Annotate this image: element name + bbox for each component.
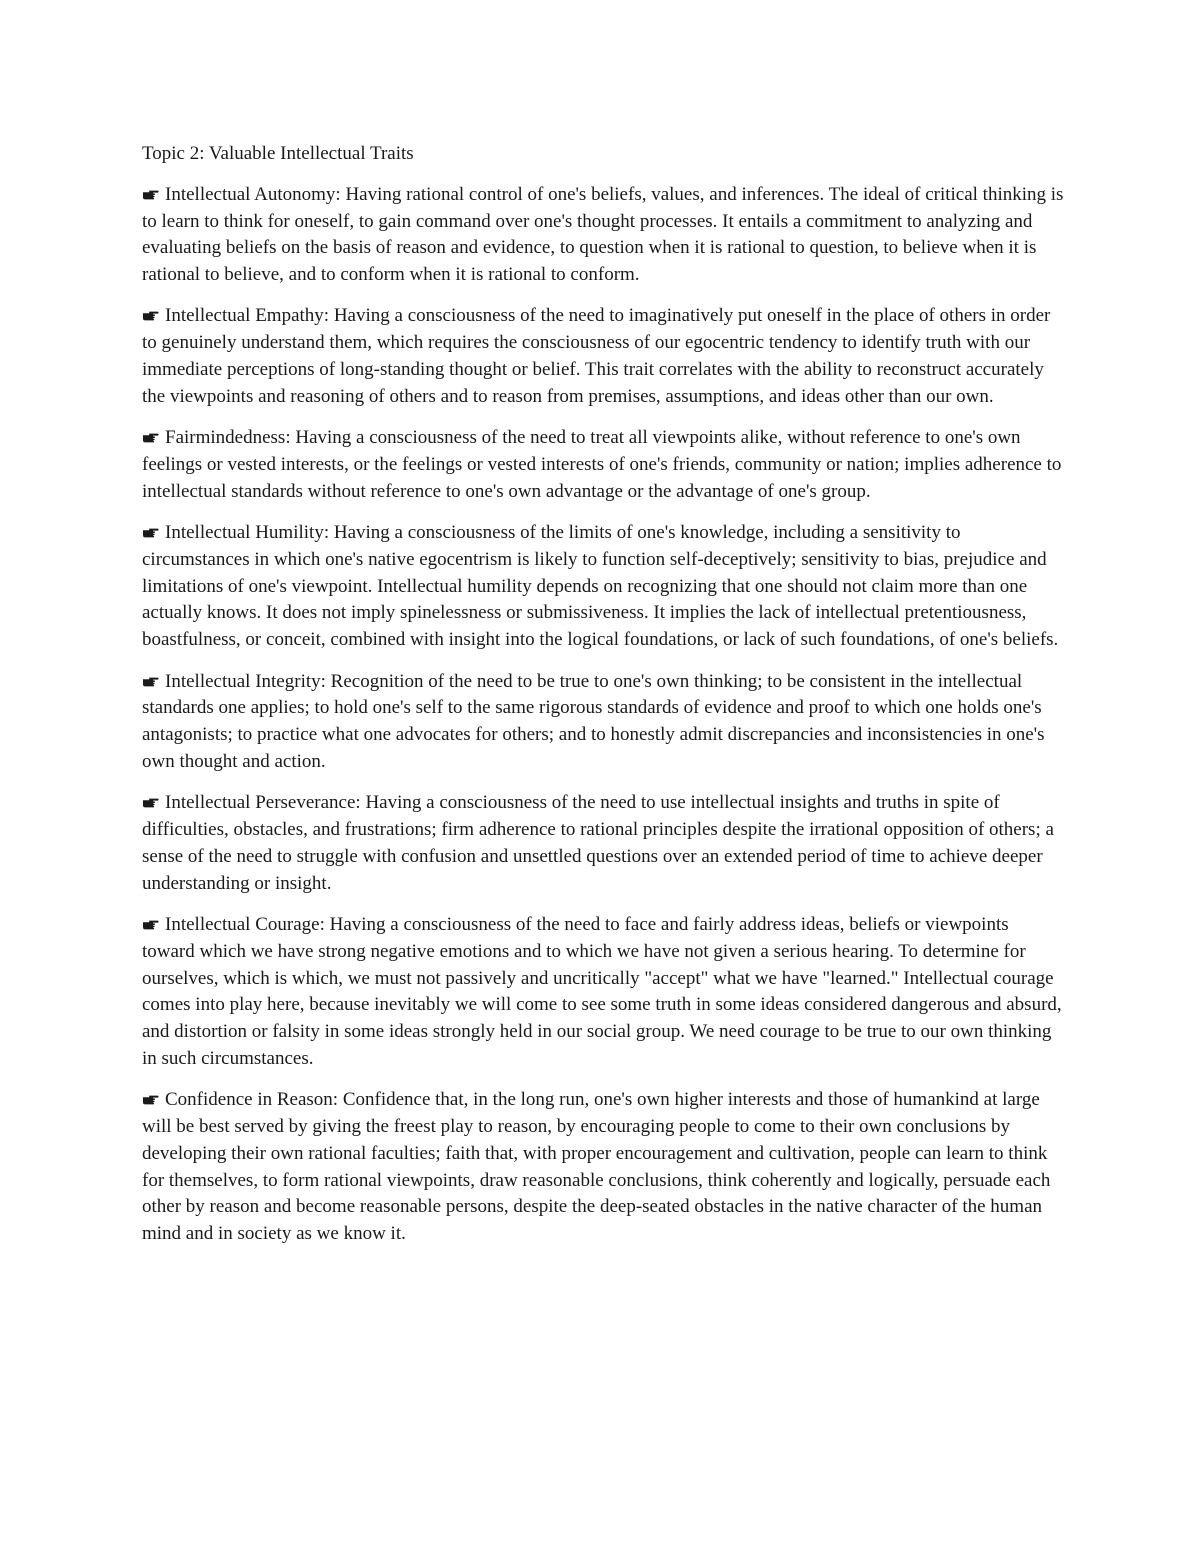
trait-text: Fairmindedness: Having a consciousness of the need to treat all viewpoints alike, without reference to one's own feelings or vested interests, or the feelings or vested interests of one's friends, community or nation; implies adherence to intellectual standards without reference to one's own advantage or the advantage of one's group. [142, 427, 1062, 502]
trait-paragraph-empathy [142, 303, 1064, 410]
pointing-hand-icon [142, 430, 159, 444]
trait-paragraph-integrity [142, 669, 1064, 776]
document-body [142, 141, 1064, 1262]
trait-paragraph-humility [142, 520, 1064, 654]
trait-paragraph-autonomy [142, 182, 1064, 289]
trait-text: Intellectual Perseverance: Having a consciousness of the need to use intellectual insights and truths in spite of difficulties, obstacles, and frustrations; firm adherence to rational principles despite the irrational opposition of others; a sense of the need to struggle with confusion and unsettled questions over an extended period of time to achieve deeper understanding or insight. [142, 792, 1054, 894]
pointing-hand-icon [142, 1092, 159, 1106]
trait-text: Intellectual Integrity: Recognition of the need to be true to one's own thinking; to be consistent in the intellectual standards one applies; to hold one's self to the same rigorous standards of evidence and proof to which one holds one's antagonists; to practice what one advocates for others; and to honestly admit discrepancies and inconsistencies in one's own thought and action. [142, 670, 1045, 772]
pointing-hand-icon [142, 525, 159, 539]
trait-paragraph-courage [142, 912, 1064, 1073]
document-title: Topic 2: Valuable Intellectual Traits [142, 143, 414, 164]
pointing-hand-icon [142, 917, 159, 931]
trait-paragraph-fairmindedness [142, 425, 1064, 505]
pointing-hand-icon [142, 308, 159, 322]
trait-text: Intellectual Empathy: Having a consciousness of the need to imaginatively put oneself in the place of others in order to genuinely understand them, which requires the consciousness of our egocentric tendency to identify truth with our immediate perceptions of long-standing thought or belief. This trait correlates with the ability to reconstruct accurately the viewpoints and reasoning of others and to reason from premises, assumptions, and ideas other than our own. [142, 305, 1051, 407]
trait-paragraph-perseverance [142, 790, 1064, 897]
pointing-hand-icon [142, 795, 159, 809]
trait-text: Intellectual Autonomy: Having rational control of one's beliefs, values, and inferences. The ideal of critical thinking is to learn to think for oneself, to gain command over one's thought processes. It entails a commitment to analyzing and evaluating beliefs on the basis of reason and evidence, to question when it is rational to question, to believe when it is rational to believe, and to conform when it is rational to conform. [142, 183, 1064, 286]
trait-text: Confidence in Reason: Confidence that, in the long run, one's own higher interests and those of humankind at large will be best served by giving the freest play to reason, by encouraging people to come to their own conclusions by developing their own rational faculties; faith that, with proper encouragement and cultivation, people can learn to think for themselves, to form rational viewpoints, draw reasonable conclusions, think coherently and logically, persuade each other by reason and become reasonable persons, despite the deep-seated obstacles in the native character of the human mind and in society as we know it. [142, 1089, 1051, 1245]
pointing-hand-icon [142, 674, 159, 688]
trait-paragraph-confidence-in-reason [142, 1087, 1064, 1248]
trait-text: Intellectual Humility: Having a consciousness of the limits of one's knowledge, including a sensitivity to circumstances in which one's native egocentrism is likely to function self-deceptively; sensitivity to bias, prejudice and limitations of one's viewpoint. Intellectual humility depends on recognizing that one should not claim more than one actually knows. It does not imply spinelessness or submissiveness. It implies the lack of intellectual pretentiousness, boastfulness, or conceit, combined with insight into the logical foundations, or lack of such foundations, of one's beliefs. [142, 522, 1059, 651]
pointing-hand-icon [142, 187, 159, 201]
trait-text: Intellectual Courage: Having a consciousness of the need to face and fairly address ideas, beliefs or viewpoints toward which we have strong negative emotions and to which we have not given a serious hearing. To determine for ourselves, which is which, we must not passively and uncritically "accept" what we have "learned." Intellectual courage comes into play here, because inevitably we will come to see some truth in some ideas considered dangerous and absurd, and distortion or falsity in some ideas strongly held in our social group. We need courage to be true to our own thinking in such circumstances. [142, 913, 1062, 1069]
